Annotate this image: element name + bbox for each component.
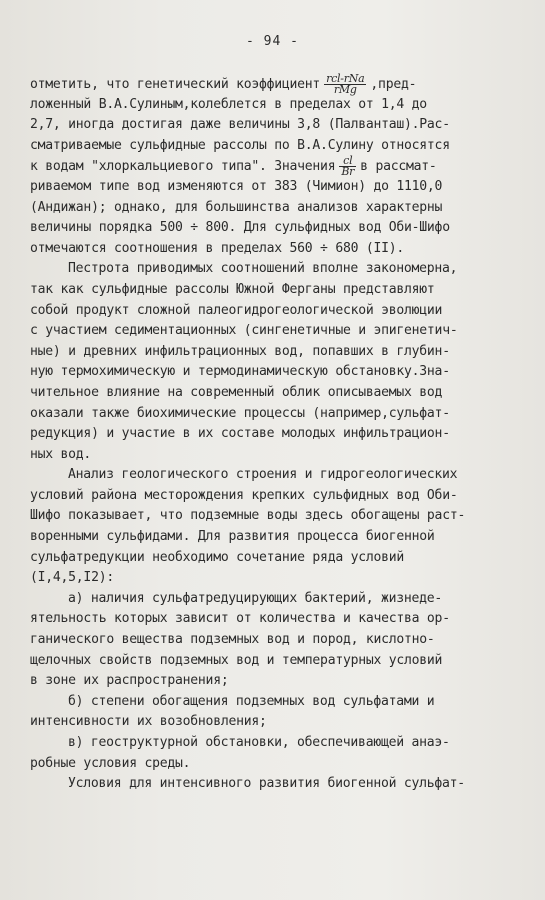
text-segment: Пестрота приводимых соотношений вполне закономерна,: [68, 261, 458, 277]
text-segment: условий района месторождения крепких сульфидных вод Оби-: [30, 487, 458, 503]
body-text: [30, 74, 518, 795]
text-segment: робные условия среды.: [30, 755, 191, 771]
text-line: [30, 156, 518, 177]
text-line: [30, 198, 518, 219]
text-line: [30, 280, 518, 301]
text-line: [30, 404, 518, 425]
text-segment: в рассмат-: [360, 159, 437, 175]
text-segment: риваемом типе вод изменяются от 383 (Чимион) до 1110,0: [30, 178, 443, 194]
text-line: [30, 259, 518, 280]
text-segment: б) степени обогащения подземных вод сульфатами и: [68, 693, 435, 709]
text-line: [30, 383, 518, 404]
text-segment: сульфатредукции необходимо сочетание ряда условий: [30, 549, 405, 565]
text-line: [30, 321, 518, 342]
text-segment: оказали также биохимические процессы (например,сульфат-: [30, 405, 450, 421]
text-segment: в) геоструктурной обстановки, обеспечивающей анаэ-: [68, 735, 450, 750]
text-segment: (Андижан); однако, для большинства анализов характерны: [30, 199, 443, 215]
text-line: [30, 506, 518, 527]
text-line: [30, 136, 518, 157]
text-segment: ных вод.: [30, 446, 92, 462]
text-line: [30, 774, 518, 795]
text-segment: к водам "хлоркальциевого типа". Значения: [30, 159, 336, 175]
page-number: - 94 -: [246, 34, 299, 49]
text-segment: Шифо показывает, что подземные воды здесь обогащены раст-: [30, 508, 466, 524]
text-segment: отмечаются соотношения в пределах 560 ÷ 680 (II).: [30, 240, 405, 256]
text-segment: Анализ геологического строения и гидрогеологических: [68, 467, 458, 483]
text-line: [30, 589, 518, 610]
text-segment: чительное влияние на современный облик описываемых вод: [30, 384, 443, 400]
text-segment: величины порядка 500 ÷ 800. Для сульфидных вод Оби-Шифо: [30, 220, 450, 236]
text-line: [30, 218, 518, 239]
text-segment: отметить, что генетический коэффициент: [30, 77, 321, 92]
text-line: [30, 630, 518, 651]
text-segment: ятельность которых зависит от количества и качества ор-: [30, 611, 450, 627]
formula-fraction: [339, 156, 356, 177]
text-segment: ,пред-: [370, 77, 417, 92]
text-segment: 2,7, иногда достигая даже величины 3,8 (Палванташ).Рас-: [30, 117, 450, 133]
text-segment: так как сульфидные рассолы Южной Ферганы представляют: [30, 281, 435, 297]
text-line: [30, 95, 518, 116]
text-line: [30, 74, 518, 95]
text-segment: ложенный В.А.Сулиным,колеблется в пределах от 1,4 до: [30, 96, 427, 112]
text-line: [30, 671, 518, 692]
text-line: [30, 527, 518, 548]
text-line: [30, 754, 518, 775]
formula-fraction: [324, 74, 366, 95]
text-segment: с участием седиментационных (сингенетичные и эпигенетич-: [30, 323, 458, 339]
text-line: [30, 342, 518, 363]
fraction-denominator: Br: [341, 165, 355, 179]
text-line: [30, 115, 518, 136]
fraction-numerator: cl: [339, 156, 356, 167]
text-segment: ные) и древних инфильтрационных вод, попавших в глубин-: [30, 343, 450, 359]
text-segment: щелочных свойств подземных вод и температурных условий: [30, 652, 443, 668]
text-line: [30, 362, 518, 383]
text-segment: собой продукт сложной палеогидрогеологической эволюции: [30, 302, 443, 318]
text-line: [30, 465, 518, 486]
text-line: [30, 609, 518, 630]
text-line: [30, 568, 518, 589]
text-line: [30, 424, 518, 445]
text-segment: ганического вещества подземных вод и пород, кислотно-: [30, 632, 435, 648]
text-segment: Условия для интенсивного развития биогенной сульфат-: [68, 776, 465, 792]
fraction-numerator: rcl-rNa: [326, 72, 365, 85]
text-segment: сматриваемые сульфидные рассолы по В.А.Сулину относятся: [30, 137, 450, 153]
text-line: [30, 301, 518, 322]
text-line: [30, 692, 518, 713]
text-line: [30, 548, 518, 569]
text-line: [30, 445, 518, 466]
text-line: [30, 177, 518, 198]
text-segment: интенсивности их возобновления;: [30, 714, 267, 730]
text-line: [30, 239, 518, 260]
text-segment: а) наличия сульфатредуцирующих бактерий, жизнеде-: [68, 590, 443, 606]
text-line: [30, 651, 518, 672]
text-segment: (I,4,5,I2):: [30, 570, 114, 586]
text-segment: редукция) и участие в их составе молодых инфильтрацион-: [30, 426, 450, 442]
text-segment: в зоне их распространения;: [30, 673, 229, 689]
text-line: [30, 733, 518, 754]
text-line: [30, 712, 518, 733]
text-line: [30, 486, 518, 507]
text-segment: воренными сульфидами. Для развития процесса биогенной: [30, 529, 435, 545]
text-segment: ную термохимическую и термодинамическую обстановку.Зна-: [30, 364, 450, 380]
fraction-denominator: rMg: [333, 83, 357, 96]
